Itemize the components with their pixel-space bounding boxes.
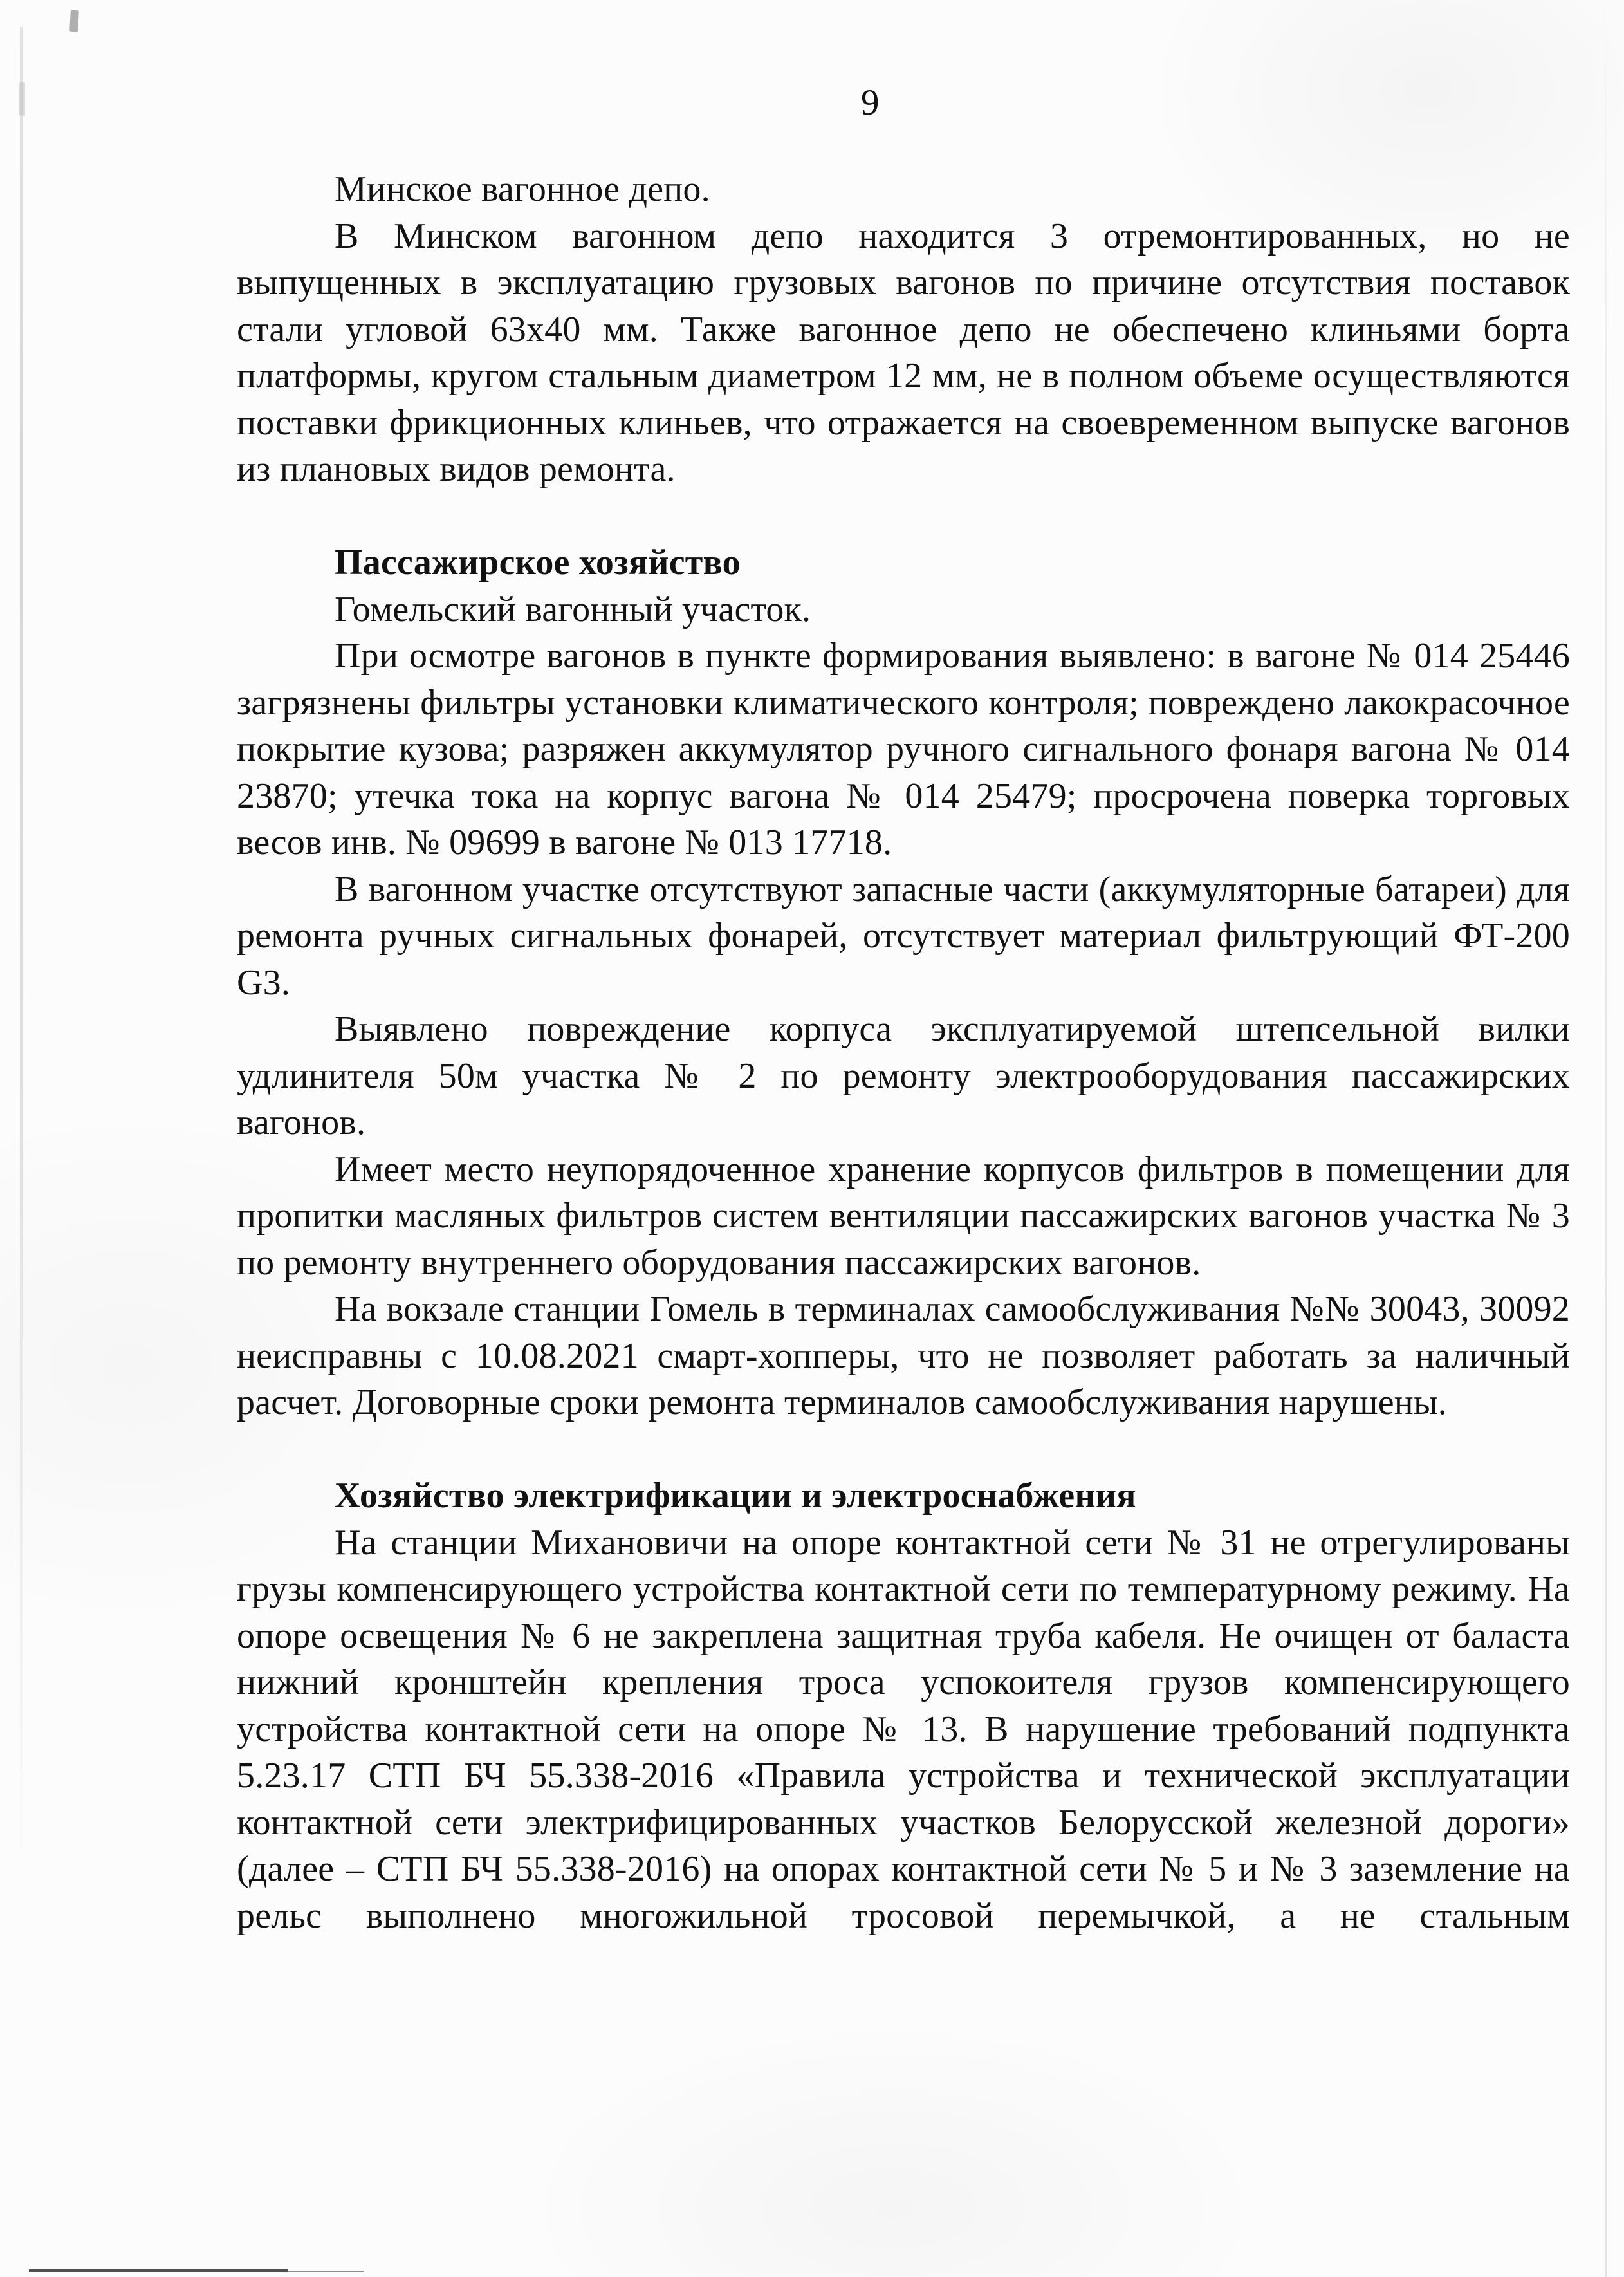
paragraph: В Минском вагонном депо находится 3 отремонтированных, но не выпущенных в эксплуатацию грузовых вагонов по причине отсутствия поставок стали угловой 63х40 мм. Также вагонное депо не обеспечено клиньями борта платформы, кругом стальным диаметром 12 мм, не в полном объеме осуществляются поставки фрикционных клиньев, что отражается на своевременном выпуске вагонов из плановых видов ремонта. [237, 216, 1570, 489]
page-number: 9 [861, 82, 880, 123]
scan-artifact-right-edge-line [1605, 0, 1607, 2277]
paragraph: Минское вагонное депо. [335, 169, 710, 209]
paragraph: На вокзале станции Гомель в терминалах самообслуживания №№ 30043, 30092 неисправны с 10.08.2021 смарт-хопперы, что не позволяет работать за наличный расчет. Договорные сроки ремонта терминалов самообслуживания нарушены. [237, 1289, 1570, 1422]
section-heading: Хозяйство электрификации и электроснабжения [335, 1476, 1136, 1516]
paragraph: В вагонном участке отсутствуют запасные части (аккумуляторные батареи) для ремонта ручных сигнальных фонарей, отсутствует материал фильтрующий ФТ-200 G3. [237, 869, 1570, 1003]
scan-artifact-left-smudge [19, 82, 25, 116]
paragraph: Имеет место неупорядоченное хранение корпусов фильтров в помещении для пропитки масляных фильтров систем вентиляции пассажирских вагонов участка № 3 по ремонту внутреннего оборудования пассажирских вагонов. [237, 1149, 1570, 1283]
scan-artifact-left-edge-line [20, 27, 23, 1881]
scan-artifact-bottom-line-tail [288, 2271, 364, 2272]
section-heading: Пассажирское хозяйство [335, 543, 741, 582]
paragraph-spacer [237, 493, 1570, 540]
paragraph: Гомельский вагонный участок. [335, 589, 811, 629]
document-body [237, 166, 1570, 1939]
scan-artifact-top-left-mark [69, 10, 79, 32]
paragraph: Выявлено повреждение корпуса эксплуатируемой штепсельной вилки удлинителя 50м участка № 2 по ремонту электрооборудования пассажирских вагонов. [237, 1009, 1570, 1142]
paragraph: При осмотре вагонов в пункте формирования выявлено: в вагоне № 014 25446 загрязнены фильтры установки климатического контроля; повреждено лакокрасочное покрытие кузова; разряжен аккумулятор ручного сигнального фонаря вагона № 014 23870; утечка тока на корпус вагона № 014 25479; просрочена поверка торговых весов инв. № 09699 в вагоне № 013 17718. [237, 636, 1570, 862]
scan-artifact-bottom-line [29, 2269, 288, 2272]
paragraph-spacer [237, 1426, 1570, 1473]
paragraph: На станции Михановичи на опоре контактной сети № 31 не отрегулированы грузы компенсирующего устройства контактной сети по температурному режиму. На опоре освещения № 6 не закреплена защитная труба кабеля. Не очищен от баласта нижний кронштейн крепления троса успокоителя грузов компенсирующего устройства контактной сети на опоре № 13. В нарушение требований подпункта 5.23.17 СТП БЧ 55.338-2016 «Правила устройства и технической эксплуатации контактной сети электрифицированных участков Белорусской железной дороги» (далее – СТП БЧ 55.338-2016) на опорах контактной сети № 5 и № 3 заземление на рельс выполнено многожильной тросовой перемычкой, а не стальным [237, 1522, 1570, 1936]
